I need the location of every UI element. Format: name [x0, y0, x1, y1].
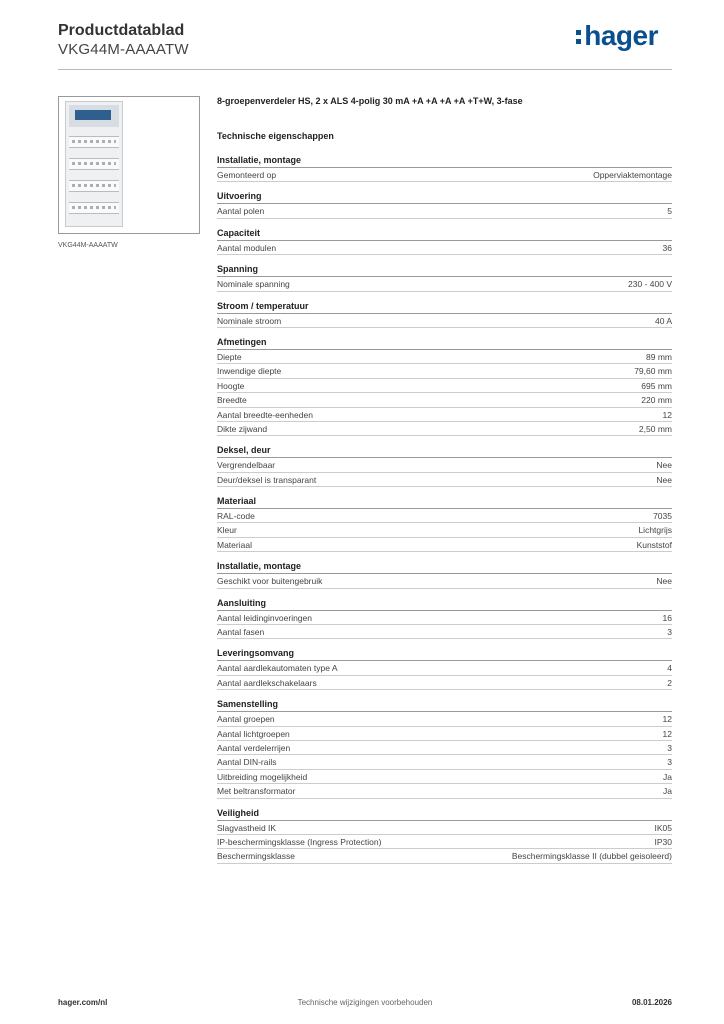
- spec-row: [217, 241, 672, 255]
- spec-label: Aantal aardlekschakelaars: [217, 677, 317, 688]
- spec-group: [217, 444, 672, 487]
- spec-value: 36: [662, 242, 672, 253]
- distribution-board-illustration: [65, 101, 123, 227]
- spec-value: 2,50 mm: [638, 423, 672, 434]
- spec-group-title: Installatie, montage: [217, 560, 672, 574]
- spec-label: Aantal modulen: [217, 242, 277, 253]
- spec-row: [217, 849, 672, 863]
- spec-group: [217, 698, 672, 798]
- spec-value: 12: [662, 409, 672, 420]
- footer-notice: Technische wijzigingen voorbehouden: [297, 998, 433, 1007]
- spec-value: Beschermingsklasse II (dubbel geisoleerd): [511, 851, 672, 862]
- image-caption: VKG44M-AAAATW: [58, 242, 118, 249]
- spec-label: Aantal DIN-rails: [217, 757, 277, 768]
- spec-row: [217, 712, 672, 726]
- spec-row: [217, 408, 672, 422]
- product-image: [58, 96, 200, 234]
- spec-value: 4: [667, 663, 672, 674]
- spec-group-title: Aansluiting: [217, 597, 672, 611]
- spec-group-title: Afmetingen: [217, 336, 672, 350]
- spec-group-title: Leveringsomvang: [217, 647, 672, 661]
- spec-table: [217, 154, 672, 872]
- spec-label: Inwendige diepte: [217, 366, 282, 377]
- brand-name: hager: [584, 20, 658, 51]
- spec-label: RAL-code: [217, 511, 255, 522]
- spec-label: Aantal groepen: [217, 714, 275, 725]
- spec-group-title: Deksel, deur: [217, 444, 672, 458]
- din-rail-2: [69, 158, 119, 170]
- spec-row: [217, 625, 672, 639]
- spec-label: Deur/deksel is transparant: [217, 474, 317, 485]
- spec-label: Met beltransformator: [217, 786, 296, 797]
- spec-value: Nee: [656, 576, 672, 587]
- spec-label: Gemonteerd op: [217, 170, 277, 180]
- spec-label: Beschermingsklasse: [217, 851, 295, 862]
- spec-group: [217, 597, 672, 640]
- spec-row: [217, 277, 672, 291]
- spec-label: Aantal fasen: [217, 627, 265, 638]
- spec-group: [217, 560, 672, 588]
- spec-row: [217, 314, 672, 328]
- spec-value: 16: [662, 612, 672, 623]
- document-title: Productdatablad: [58, 22, 185, 39]
- logo-dots-icon: [576, 26, 582, 46]
- spec-group: [217, 300, 672, 328]
- spec-label: Aantal breedte-eenheden: [217, 409, 313, 420]
- spec-label: Aantal leidinginvoeringen: [217, 612, 312, 623]
- spec-row: [217, 538, 672, 552]
- spec-row: [217, 379, 672, 393]
- spec-group: [217, 154, 672, 182]
- spec-row: [217, 523, 672, 537]
- spec-row: [217, 835, 672, 849]
- spec-group: [217, 495, 672, 552]
- spec-row: [217, 473, 672, 487]
- spec-label: Aantal verdelerrijen: [217, 742, 291, 753]
- spec-label: Aantal polen: [217, 206, 265, 217]
- spec-label: IP-beschermingsklasse (Ingress Protection): [217, 836, 382, 847]
- spec-group: [217, 227, 672, 255]
- spec-value: 79,60 mm: [634, 366, 672, 377]
- spec-group-title: Samenstelling: [217, 698, 672, 712]
- spec-value: Ja: [663, 771, 672, 782]
- spec-value: 3: [667, 757, 672, 768]
- spec-row: [217, 661, 672, 675]
- spec-row: [217, 755, 672, 769]
- spec-label: Aantal lichtgroepen: [217, 728, 290, 739]
- din-rail-4: [69, 202, 119, 214]
- spec-label: Kleur: [217, 525, 237, 536]
- spec-group-title: Capaciteit: [217, 227, 672, 241]
- spec-group: [217, 190, 672, 218]
- spec-row: [217, 350, 672, 364]
- brand-logo: [576, 20, 658, 52]
- board-lid: [69, 105, 119, 127]
- spec-group-title: Spanning: [217, 263, 672, 277]
- spec-value: IP30: [654, 836, 672, 847]
- article-number: VKG44M-AAAATW: [58, 41, 189, 58]
- spec-group: [217, 263, 672, 291]
- spec-group-title: Veiligheid: [217, 807, 672, 821]
- spec-group-title: Materiaal: [217, 495, 672, 509]
- spec-label: Dikte zijwand: [217, 423, 268, 434]
- spec-value: 40 A: [654, 315, 672, 326]
- spec-group-title: Installatie, montage: [217, 154, 672, 168]
- spec-label: Materiaal: [217, 539, 252, 550]
- spec-value: Lichtgrijs: [638, 525, 672, 536]
- spec-label: Diepte: [217, 351, 242, 362]
- footer-date: 08.01.2026: [631, 998, 672, 1007]
- spec-label: Aantal aardlekautomaten type A: [217, 663, 338, 674]
- spec-row: [217, 611, 672, 625]
- spec-row: [217, 821, 672, 835]
- board-window: [75, 110, 111, 120]
- spec-row: [217, 364, 672, 378]
- spec-value: Nee: [656, 460, 672, 471]
- spec-value: 12: [662, 714, 672, 725]
- spec-label: Slagvastheid IK: [217, 822, 277, 833]
- spec-value: 695 mm: [641, 380, 672, 391]
- spec-label: Vergrendelbaar: [217, 460, 276, 471]
- spec-row: [217, 458, 672, 472]
- spec-label: Uitbreiding mogelijkheid: [217, 771, 308, 782]
- spec-row: [217, 574, 672, 588]
- spec-row: [217, 784, 672, 798]
- spec-value: 5: [667, 206, 672, 217]
- spec-value: 3: [667, 627, 672, 638]
- spec-row: [217, 676, 672, 690]
- spec-label: Nominale stroom: [217, 315, 282, 326]
- section-title: Technische eigenschappen: [217, 131, 334, 141]
- spec-value: 3: [667, 742, 672, 753]
- spec-label: Hoogte: [217, 380, 245, 391]
- spec-row: [217, 741, 672, 755]
- spec-label: Breedte: [217, 395, 247, 406]
- spec-row: [217, 727, 672, 741]
- spec-row: [217, 422, 672, 436]
- spec-label: Geschikt voor buitengebruik: [217, 576, 323, 587]
- din-rail-3: [69, 180, 119, 192]
- spec-value: 220 mm: [641, 395, 672, 406]
- din-rail-1: [69, 136, 119, 148]
- header-divider: [58, 69, 672, 70]
- spec-group-title: Uitvoering: [217, 190, 672, 204]
- page-header: [58, 22, 672, 72]
- spec-value: 89 mm: [646, 351, 672, 362]
- spec-group-title: Stroom / temperatuur: [217, 300, 672, 314]
- spec-group: [217, 336, 672, 436]
- spec-value: Opperviaktemontage: [593, 170, 672, 180]
- spec-label: Nominale spanning: [217, 279, 290, 290]
- spec-value: 12: [662, 728, 672, 739]
- footer-website[interactable]: hager.com/nl: [58, 998, 108, 1007]
- spec-row: [217, 509, 672, 523]
- spec-value: 230 - 400 V: [628, 279, 672, 290]
- spec-row: [217, 393, 672, 407]
- spec-value: 7035: [653, 511, 672, 522]
- spec-row: [217, 770, 672, 784]
- product-description: 8-groepenverdeler HS, 2 x ALS 4-polig 30 mA +A +A +A +A +T+W, 3-fase: [217, 96, 523, 106]
- spec-group: [217, 807, 672, 864]
- spec-value: Nee: [656, 474, 672, 485]
- spec-value: Ja: [663, 786, 672, 797]
- spec-group: [217, 647, 672, 690]
- spec-value: Kunststof: [636, 539, 672, 550]
- spec-value: 2: [667, 677, 672, 688]
- spec-row: [217, 204, 672, 218]
- spec-value: IK05: [654, 822, 672, 833]
- spec-row: [217, 168, 672, 182]
